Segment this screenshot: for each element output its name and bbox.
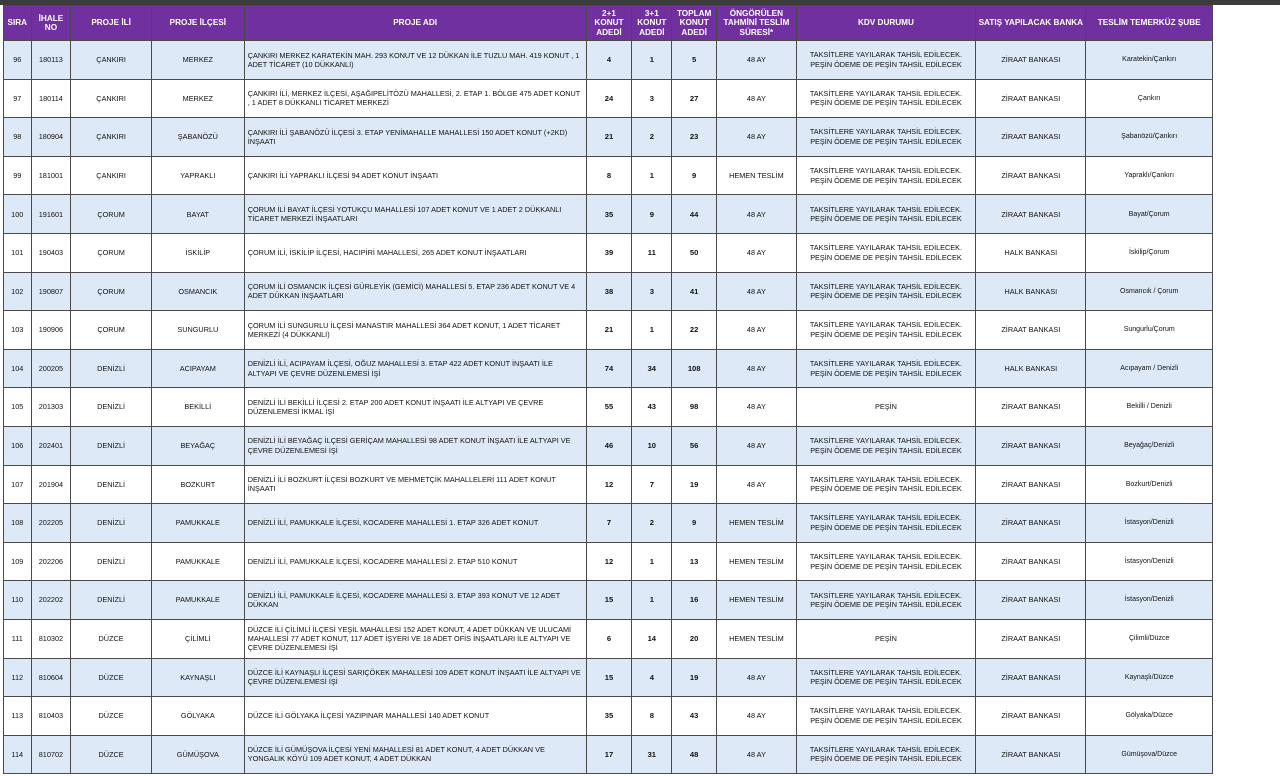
cell-proje-adi: ÇANKIRI İLİ ŞABANÖZÜ İLÇESİ 3. ETAP YENİMAHALLE MAHALLESİ 150 ADET KONUT (+2KD) İNŞAATI (244, 118, 586, 157)
cell-ihale-no: 190906 (31, 311, 71, 350)
cell-proje-ilcesi: OSMANCIK (151, 272, 244, 311)
cell-teslim-sube: İstasyon/Denizli (1086, 504, 1213, 543)
cell-21-konut: 38 (586, 272, 632, 311)
cell-ihale-no: 180114 (31, 79, 71, 118)
cell-sira: 96 (4, 41, 32, 80)
cell-teslim-suresi: HEMEN TESLİM (717, 504, 797, 543)
cell-proje-ili: DÜZCE (71, 619, 152, 658)
cell-sira: 110 (4, 581, 32, 620)
table-row[interactable] (4, 156, 1213, 195)
cell-sira: 105 (4, 388, 32, 427)
cell-toplam-konut: 9 (672, 504, 717, 543)
cell-toplam-konut: 43 (672, 697, 717, 736)
cell-toplam-konut: 9 (672, 156, 717, 195)
cell-31-konut: 11 (632, 233, 672, 272)
cell-banka: ZİRAAT BANKASI (976, 619, 1086, 658)
col-header-proje-adi[interactable]: PROJE ADI (244, 6, 586, 41)
cell-proje-adi: DENİZLİ İLİ, PAMUKKALE İLÇESİ, KOCADERE MAHALLESİ 3. ETAP 393 KONUT VE 12 ADET DÜKKAN (244, 581, 586, 620)
cell-teslim-suresi: 48 AY (717, 118, 797, 157)
cell-toplam-konut: 20 (672, 619, 717, 658)
cell-kdv-durumu: TAKSİTLERE YAYILARAK TAHSİL EDİLECEK. PEŞİN ÖDEME DE PEŞİN TAHSİL EDİLECEK (796, 542, 976, 581)
cell-proje-ilcesi: PAMUKKALE (151, 581, 244, 620)
cell-21-konut: 6 (586, 619, 632, 658)
cell-toplam-konut: 16 (672, 581, 717, 620)
cell-toplam-konut: 44 (672, 195, 717, 234)
cell-teslim-suresi: 48 AY (717, 311, 797, 350)
table-row[interactable] (4, 735, 1213, 774)
cell-kdv-durumu: PEŞİN (796, 388, 976, 427)
table-row[interactable] (4, 465, 1213, 504)
cell-proje-ili: ÇANKIRI (71, 156, 152, 195)
cell-proje-ilcesi: ACIPAYAM (151, 349, 244, 388)
col-header-proje-ilcesi[interactable]: PROJE İLÇESİ (151, 6, 244, 41)
cell-teslim-suresi: 48 AY (717, 697, 797, 736)
cell-31-konut: 9 (632, 195, 672, 234)
cell-banka: ZİRAAT BANKASI (976, 465, 1086, 504)
cell-31-konut: 8 (632, 697, 672, 736)
cell-31-konut: 4 (632, 658, 672, 697)
cell-toplam-konut: 50 (672, 233, 717, 272)
cell-banka: ZİRAAT BANKASI (976, 311, 1086, 350)
cell-teslim-suresi: 48 AY (717, 465, 797, 504)
cell-toplam-konut: 23 (672, 118, 717, 157)
cell-ihale-no: 190807 (31, 272, 71, 311)
cell-teslim-sube: Gölyaka/Düzce (1086, 697, 1213, 736)
cell-ihale-no: 810302 (31, 619, 71, 658)
cell-toplam-konut: 98 (672, 388, 717, 427)
cell-31-konut: 2 (632, 118, 672, 157)
cell-kdv-durumu: TAKSİTLERE YAYILARAK TAHSİL EDİLECEK. PEŞİN ÖDEME DE PEŞİN TAHSİL EDİLECEK (796, 41, 976, 80)
table-row[interactable] (4, 349, 1213, 388)
table-row[interactable] (4, 311, 1213, 350)
cell-ihale-no: 202401 (31, 426, 71, 465)
cell-proje-ilcesi: GÜMÜŞOVA (151, 735, 244, 774)
cell-31-konut: 3 (632, 272, 672, 311)
cell-banka: ZİRAAT BANKASI (976, 79, 1086, 118)
cell-21-konut: 55 (586, 388, 632, 427)
cell-ihale-no: 200205 (31, 349, 71, 388)
col-header-sira[interactable]: SIRA (4, 6, 32, 41)
cell-ihale-no: 191601 (31, 195, 71, 234)
cell-proje-adi: ÇORUM İLİ OSMANCIK İLÇESİ GÜRLEYİK (GEMİCİ) MAHALLESİ 5. ETAP 236 ADET KONUT VE 4 ADET DÜKKAN İNŞAATLARI (244, 272, 586, 311)
cell-toplam-konut: 22 (672, 311, 717, 350)
cell-proje-ili: ÇORUM (71, 311, 152, 350)
cell-sira: 108 (4, 504, 32, 543)
cell-kdv-durumu: TAKSİTLERE YAYILARAK TAHSİL EDİLECEK. PEŞİN ÖDEME DE PEŞİN TAHSİL EDİLECEK (796, 581, 976, 620)
table-header (4, 6, 1213, 41)
cell-banka: ZİRAAT BANKASI (976, 426, 1086, 465)
table-row[interactable] (4, 118, 1213, 157)
cell-banka: ZİRAAT BANKASI (976, 41, 1086, 80)
cell-proje-adi: DENİZLİ İLİ, PAMUKKALE İLÇESİ, KOCADERE MAHALLESİ 2. ETAP 510 KONUT (244, 542, 586, 581)
cell-31-konut: 14 (632, 619, 672, 658)
cell-ihale-no: 810604 (31, 658, 71, 697)
cell-teslim-suresi: 48 AY (717, 79, 797, 118)
cell-toplam-konut: 41 (672, 272, 717, 311)
cell-ihale-no: 202206 (31, 542, 71, 581)
cell-31-konut: 43 (632, 388, 672, 427)
cell-teslim-sube: Bozkurt/Denizli (1086, 465, 1213, 504)
cell-teslim-sube: Gümüşova/Düzce (1086, 735, 1213, 774)
cell-sira: 103 (4, 311, 32, 350)
cell-ihale-no: 201904 (31, 465, 71, 504)
cell-kdv-durumu: TAKSİTLERE YAYILARAK TAHSİL EDİLECEK. PEŞİN ÖDEME DE PEŞİN TAHSİL EDİLECEK (796, 272, 976, 311)
table-row[interactable] (4, 504, 1213, 543)
table-row[interactable] (4, 581, 1213, 620)
cell-proje-ili: ÇANKIRI (71, 41, 152, 80)
cell-teslim-sube: İskilip/Çorum (1086, 233, 1213, 272)
cell-teslim-suresi: 48 AY (717, 735, 797, 774)
cell-proje-ilcesi: BOZKURT (151, 465, 244, 504)
cell-teslim-sube: Bayat/Çorum (1086, 195, 1213, 234)
cell-teslim-suresi: HEMEN TESLİM (717, 581, 797, 620)
cell-teslim-sube: Bekilli / Denizli (1086, 388, 1213, 427)
cell-21-konut: 24 (586, 79, 632, 118)
cell-sira: 106 (4, 426, 32, 465)
table-row[interactable] (4, 388, 1213, 427)
cell-kdv-durumu: TAKSİTLERE YAYILARAK TAHSİL EDİLECEK. PEŞİN ÖDEME DE PEŞİN TAHSİL EDİLECEK (796, 195, 976, 234)
cell-banka: ZİRAAT BANKASI (976, 542, 1086, 581)
cell-sira: 99 (4, 156, 32, 195)
cell-proje-ilcesi: SUNGURLU (151, 311, 244, 350)
cell-proje-ili: DÜZCE (71, 697, 152, 736)
cell-proje-adi: ÇANKIRI İLİ YAPRAKLI İLÇESİ 94 ADET KONUT İNŞAATI (244, 156, 586, 195)
table-row[interactable] (4, 272, 1213, 311)
cell-banka: ZİRAAT BANKASI (976, 581, 1086, 620)
cell-teslim-sube: Karatekin/Çankırı (1086, 41, 1213, 80)
cell-ihale-no: 181001 (31, 156, 71, 195)
cell-proje-ilcesi: ÇİLİMLİ (151, 619, 244, 658)
cell-teslim-sube: Kaynaşlı/Düzce (1086, 658, 1213, 697)
cell-proje-adi: DÜZCE İLİ KAYNAŞLI İLÇESİ SARIÇÖKEK MAHALLESİ 109 ADET KONUT İNŞAATI İLE ALTYAPI VE ÇEVRE DÜZENLEMESİ İŞİ (244, 658, 586, 697)
cell-31-konut: 7 (632, 465, 672, 504)
col-header-teslim-suresi[interactable]: ÖNGÖRÜLEN TAHMİNİ TESLİM SÜRESİ* (717, 6, 797, 41)
cell-ihale-no: 810702 (31, 735, 71, 774)
cell-31-konut: 34 (632, 349, 672, 388)
cell-banka: ZİRAAT BANKASI (976, 735, 1086, 774)
cell-kdv-durumu: TAKSİTLERE YAYILARAK TAHSİL EDİLECEK. PEŞİN ÖDEME DE PEŞİN TAHSİL EDİLECEK (796, 504, 976, 543)
cell-sira: 114 (4, 735, 32, 774)
cell-toplam-konut: 5 (672, 41, 717, 80)
projects-table (3, 5, 1213, 774)
cell-ihale-no: 201303 (31, 388, 71, 427)
cell-teslim-suresi: 48 AY (717, 426, 797, 465)
cell-proje-ili: DENİZLİ (71, 388, 152, 427)
cell-proje-adi: DENİZLİ İLİ, ACIPAYAM İLÇESİ, OĞUZ MAHALLESİ 3. ETAP 422 ADET KONUT İNŞAATI İLE ALTYAPI VE ÇEVRE DÜZENLEMESİ İŞİ (244, 349, 586, 388)
cell-toplam-konut: 108 (672, 349, 717, 388)
cell-proje-adi: DENİZLİ İLİ BOZKURT İLÇESİ BOZKURT VE MEHMETÇİK MAHALLELERİ 111 ADET KONUT İNŞAATI (244, 465, 586, 504)
cell-sira: 100 (4, 195, 32, 234)
cell-teslim-suresi: 48 AY (717, 272, 797, 311)
cell-proje-ilcesi: MERKEZ (151, 41, 244, 80)
cell-teslim-suresi: 48 AY (717, 41, 797, 80)
cell-proje-ilcesi: BEKİLLİ (151, 388, 244, 427)
table-row[interactable] (4, 195, 1213, 234)
cell-banka: HALK BANKASI (976, 272, 1086, 311)
cell-proje-adi: DÜZCE İLİ GÖLYAKA İLÇESİ YAZIPINAR MAHALLESİ 140 ADET KONUT (244, 697, 586, 736)
cell-sira: 113 (4, 697, 32, 736)
cell-proje-adi: DÜZCE İLİ GÜMÜŞOVA İLÇESİ YENİ MAHALLESİ 81 ADET KONUT, 4 ADET DÜKKAN VE YONGALIK KÖYÜ 109 ADET KONUT, 4 ADET DÜKKAN (244, 735, 586, 774)
col-header-toplam-konut[interactable]: TOPLAM KONUT ADEDİ (672, 6, 717, 41)
cell-21-konut: 74 (586, 349, 632, 388)
cell-proje-adi: DENİZLİ İLİ BEKİLLİ İLÇESİ 2. ETAP 200 ADET KONUT İNŞAATI İLE ALTYAPI VE ÇEVRE DÜZENLEMESİ İKMAL İŞİ (244, 388, 586, 427)
cell-proje-ili: DÜZCE (71, 658, 152, 697)
table-row[interactable] (4, 658, 1213, 697)
cell-toplam-konut: 56 (672, 426, 717, 465)
cell-kdv-durumu: TAKSİTLERE YAYILARAK TAHSİL EDİLECEK. PEŞİN ÖDEME DE PEŞİN TAHSİL EDİLECEK (796, 79, 976, 118)
cell-toplam-konut: 19 (672, 465, 717, 504)
cell-sira: 111 (4, 619, 32, 658)
cell-ihale-no: 180904 (31, 118, 71, 157)
cell-sira: 97 (4, 79, 32, 118)
cell-kdv-durumu: TAKSİTLERE YAYILARAK TAHSİL EDİLECEK. PEŞİN ÖDEME DE PEŞİN TAHSİL EDİLECEK (796, 311, 976, 350)
cell-proje-ili: ÇANKIRI (71, 118, 152, 157)
cell-kdv-durumu: TAKSİTLERE YAYILARAK TAHSİL EDİLECEK. PEŞİN ÖDEME DE PEŞİN TAHSİL EDİLECEK (796, 426, 976, 465)
cell-proje-ili: ÇANKIRI (71, 79, 152, 118)
cell-teslim-sube: Şabanözü/Çankırı (1086, 118, 1213, 157)
cell-toplam-konut: 48 (672, 735, 717, 774)
cell-teslim-suresi: HEMEN TESLİM (717, 542, 797, 581)
cell-31-konut: 2 (632, 504, 672, 543)
cell-21-konut: 12 (586, 465, 632, 504)
cell-proje-adi: ÇORUM İLİ BAYAT İLÇESİ YOTUKÇU MAHALLESİ 107 ADET KONUT VE 1 ADET 2 DÜKKANLI TİCARET MERKEZİ İNŞAATLARI (244, 195, 586, 234)
cell-21-konut: 21 (586, 311, 632, 350)
cell-teslim-sube: İstasyon/Denizli (1086, 542, 1213, 581)
cell-kdv-durumu: TAKSİTLERE YAYILARAK TAHSİL EDİLECEK. PEŞİN ÖDEME DE PEŞİN TAHSİL EDİLECEK (796, 118, 976, 157)
cell-21-konut: 7 (586, 504, 632, 543)
cell-31-konut: 31 (632, 735, 672, 774)
housing-projects-sheet (3, 5, 1213, 774)
cell-proje-ili: DENİZLİ (71, 504, 152, 543)
cell-toplam-konut: 13 (672, 542, 717, 581)
cell-proje-adi: DENİZLİ İLİ, PAMUKKALE İLÇESİ, KOCADERE MAHALLESİ 1. ETAP 326 ADET KONUT (244, 504, 586, 543)
cell-31-konut: 1 (632, 542, 672, 581)
cell-31-konut: 10 (632, 426, 672, 465)
cell-proje-adi: DENİZLİ İLİ BEYAĞAÇ İLÇESİ GERİÇAM MAHALLESİ 98 ADET KONUT İNŞAATI İLE ALTYAPI VE ÇEVRE DÜZENLEMESİ İŞİ (244, 426, 586, 465)
cell-banka: ZİRAAT BANKASI (976, 195, 1086, 234)
table-row[interactable] (4, 542, 1213, 581)
cell-21-konut: 4 (586, 41, 632, 80)
table-row[interactable] (4, 79, 1213, 118)
cell-banka: ZİRAAT BANKASI (976, 156, 1086, 195)
cell-kdv-durumu: TAKSİTLERE YAYILARAK TAHSİL EDİLECEK. PEŞİN ÖDEME DE PEŞİN TAHSİL EDİLECEK (796, 658, 976, 697)
cell-banka: ZİRAAT BANKASI (976, 697, 1086, 736)
cell-21-konut: 46 (586, 426, 632, 465)
col-header-banka[interactable]: SATIŞ YAPILACAK BANKA (976, 6, 1086, 41)
cell-teslim-suresi: 48 AY (717, 388, 797, 427)
table-row[interactable] (4, 619, 1213, 658)
cell-proje-ili: DENİZLİ (71, 349, 152, 388)
cell-31-konut: 1 (632, 41, 672, 80)
cell-kdv-durumu: TAKSİTLERE YAYILARAK TAHSİL EDİLECEK. PEŞİN ÖDEME DE PEŞİN TAHSİL EDİLECEK (796, 735, 976, 774)
cell-21-konut: 35 (586, 195, 632, 234)
cell-proje-ili: DENİZLİ (71, 542, 152, 581)
cell-proje-ilcesi: YAPRAKLI (151, 156, 244, 195)
cell-ihale-no: 190403 (31, 233, 71, 272)
cell-ihale-no: 202205 (31, 504, 71, 543)
cell-teslim-suresi: 48 AY (717, 349, 797, 388)
cell-21-konut: 17 (586, 735, 632, 774)
cell-teslim-suresi: 48 AY (717, 195, 797, 234)
cell-sira: 112 (4, 658, 32, 697)
cell-banka: ZİRAAT BANKASI (976, 504, 1086, 543)
cell-proje-ilcesi: BAYAT (151, 195, 244, 234)
cell-teslim-sube: Acıpayam / Denizli (1086, 349, 1213, 388)
col-header-proje-ili[interactable]: PROJE İLİ (71, 6, 152, 41)
cell-sira: 109 (4, 542, 32, 581)
cell-ihale-no: 810403 (31, 697, 71, 736)
table-row[interactable] (4, 233, 1213, 272)
cell-proje-ilcesi: GÖLYAKA (151, 697, 244, 736)
cell-proje-ili: ÇORUM (71, 195, 152, 234)
cell-proje-ili: DÜZCE (71, 735, 152, 774)
cell-banka: ZİRAAT BANKASI (976, 658, 1086, 697)
cell-teslim-sube: Çankırı (1086, 79, 1213, 118)
cell-proje-ili: ÇORUM (71, 233, 152, 272)
cell-proje-adi: ÇANKIRI MERKEZ KARATEKİN MAH. 293 KONUT VE 12 DÜKKAN İLE TUZLU MAH. 419 KONUT , 1 ADET TİCARET (10 DÜKKANLI) (244, 41, 586, 80)
cell-sira: 98 (4, 118, 32, 157)
cell-teslim-sube: Beyağaç/Denizli (1086, 426, 1213, 465)
col-header-kdv-durumu[interactable]: KDV DURUMU (796, 6, 976, 41)
cell-21-konut: 8 (586, 156, 632, 195)
col-header-teslim-sube[interactable]: TESLİM TEMERKÜZ ŞUBE (1086, 6, 1213, 41)
cell-kdv-durumu: TAKSİTLERE YAYILARAK TAHSİL EDİLECEK. PEŞİN ÖDEME DE PEŞİN TAHSİL EDİLECEK (796, 349, 976, 388)
table-body (4, 41, 1213, 774)
cell-21-konut: 15 (586, 658, 632, 697)
cell-teslim-sube: Çilimli/Düzce (1086, 619, 1213, 658)
cell-sira: 101 (4, 233, 32, 272)
cell-proje-ilcesi: PAMUKKALE (151, 542, 244, 581)
cell-21-konut: 15 (586, 581, 632, 620)
cell-kdv-durumu: TAKSİTLERE YAYILARAK TAHSİL EDİLECEK. PEŞİN ÖDEME DE PEŞİN TAHSİL EDİLECEK (796, 156, 976, 195)
cell-banka: ZİRAAT BANKASI (976, 388, 1086, 427)
cell-proje-ilcesi: KAYNAŞLI (151, 658, 244, 697)
cell-teslim-sube: Yapraklı/Çankırı (1086, 156, 1213, 195)
cell-sira: 102 (4, 272, 32, 311)
cell-teslim-suresi: 48 AY (717, 658, 797, 697)
cell-31-konut: 1 (632, 581, 672, 620)
cell-proje-adi: ÇORUM İLİ SUNGURLU İLÇESİ MANASTIR MAHALLESİ 364 ADET KONUT, 1 ADET TİCARET MERKEZİ (4 DÜKKANLI) (244, 311, 586, 350)
cell-proje-ilcesi: MERKEZ (151, 79, 244, 118)
cell-teslim-sube: Sungurlu/Çorum (1086, 311, 1213, 350)
cell-kdv-durumu: TAKSİTLERE YAYILARAK TAHSİL EDİLECEK. PEŞİN ÖDEME DE PEŞİN TAHSİL EDİLECEK (796, 697, 976, 736)
cell-toplam-konut: 19 (672, 658, 717, 697)
cell-proje-ili: DENİZLİ (71, 465, 152, 504)
cell-31-konut: 1 (632, 156, 672, 195)
cell-teslim-suresi: 48 AY (717, 233, 797, 272)
cell-proje-ili: DENİZLİ (71, 581, 152, 620)
col-header-31-konut[interactable]: 3+1 KONUT ADEDİ (632, 6, 672, 41)
cell-proje-ilcesi: PAMUKKALE (151, 504, 244, 543)
cell-kdv-durumu: PEŞİN (796, 619, 976, 658)
cell-sira: 104 (4, 349, 32, 388)
table-row[interactable] (4, 426, 1213, 465)
cell-ihale-no: 180113 (31, 41, 71, 80)
cell-proje-ilcesi: ŞABANÖZÜ (151, 118, 244, 157)
col-header-ihale-no[interactable]: İHALE NO (31, 6, 71, 41)
cell-banka: HALK BANKASI (976, 233, 1086, 272)
cell-31-konut: 3 (632, 79, 672, 118)
cell-banka: HALK BANKASI (976, 349, 1086, 388)
cell-proje-ili: ÇORUM (71, 272, 152, 311)
cell-ihale-no: 202202 (31, 581, 71, 620)
cell-21-konut: 35 (586, 697, 632, 736)
cell-teslim-sube: İstasyon/Denizli (1086, 581, 1213, 620)
table-row[interactable] (4, 697, 1213, 736)
header-row (4, 6, 1213, 41)
cell-21-konut: 39 (586, 233, 632, 272)
cell-kdv-durumu: TAKSİTLERE YAYILARAK TAHSİL EDİLECEK. PEŞİN ÖDEME DE PEŞİN TAHSİL EDİLECEK (796, 233, 976, 272)
table-row[interactable] (4, 41, 1213, 80)
cell-teslim-sube: Osmancık / Çorum (1086, 272, 1213, 311)
cell-21-konut: 12 (586, 542, 632, 581)
cell-proje-ili: DENİZLİ (71, 426, 152, 465)
cell-kdv-durumu: TAKSİTLERE YAYILARAK TAHSİL EDİLECEK. PEŞİN ÖDEME DE PEŞİN TAHSİL EDİLECEK (796, 465, 976, 504)
cell-banka: ZİRAAT BANKASI (976, 118, 1086, 157)
cell-teslim-suresi: HEMEN TESLİM (717, 156, 797, 195)
cell-proje-adi: ÇORUM İLİ, İSKİLİP İLÇESİ, HACIPİRİ MAHALLESİ, 265 ADET KONUT İNŞAATLARI (244, 233, 586, 272)
cell-31-konut: 1 (632, 311, 672, 350)
cell-proje-ilcesi: İSKİLİP (151, 233, 244, 272)
col-header-21-konut[interactable]: 2+1 KONUT ADEDİ (586, 6, 632, 41)
cell-proje-adi: DÜZCE İLİ ÇİLİMLİ İLÇESİ YEŞİL MAHALLESİ 152 ADET KONUT, 4 ADET DÜKKAN VE ULUCAMİ MAHALLESİ 77 ADET KONUT, 117 ADET İŞYERİ VE 18 ADET OFİS İNŞAATLARI İLE ALTYAPI VE ÇEVRE DÜZENLEMESİ İŞİ (244, 619, 586, 658)
cell-proje-ilcesi: BEYAĞAÇ (151, 426, 244, 465)
cell-proje-adi: ÇANKIRI İLİ, MERKEZ İLÇESİ, AŞAĞIPELİTÖZÜ MAHALLESİ, 2. ETAP 1. BÖLGE 475 ADET KONUT , 1 ADET 8 DÜKKANLI TİCARET MERKEZİ (244, 79, 586, 118)
cell-21-konut: 21 (586, 118, 632, 157)
cell-teslim-suresi: HEMEN TESLİM (717, 619, 797, 658)
cell-toplam-konut: 27 (672, 79, 717, 118)
cell-sira: 107 (4, 465, 32, 504)
